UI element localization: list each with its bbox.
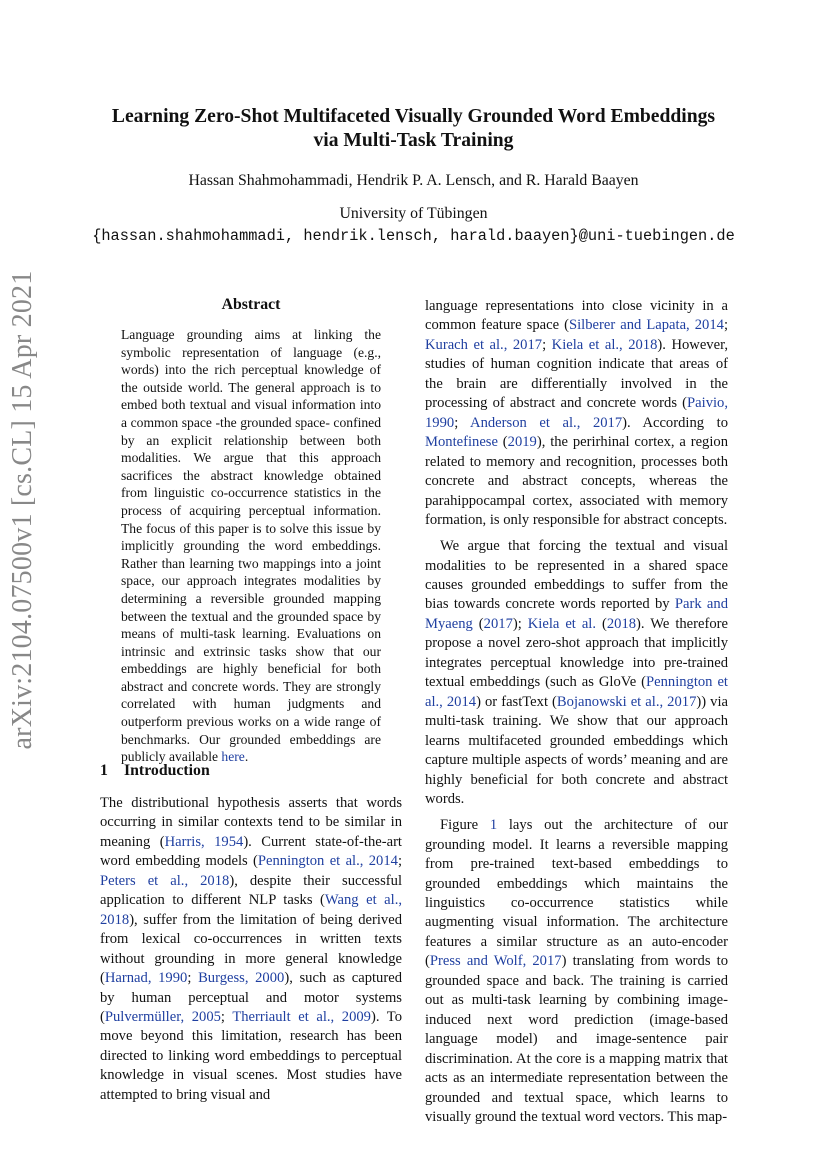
text-run: ). We therefore propose a novel zero-shot approach that implicitly integrates perceptual knowledge into pre-trained textual embeddings (such as GloVe ( — [425, 615, 728, 691]
text-run: ). According to — [622, 414, 728, 431]
citation-link[interactable]: Anderson et al., 2017 — [470, 414, 623, 431]
citation-link[interactable]: Silberer and Lapata, 2014 — [568, 317, 724, 334]
intro-paragraph-1 — [100, 794, 402, 1105]
right-paragraph-1 — [425, 297, 728, 530]
text-run: ), the perirhinal cortex, a region related to memory and recognition, processes both concrete and abstract concepts, whereas the parahippocampal cortex, associated with memory formation, is only responsible for abstract concepts. — [425, 434, 728, 528]
text-run: ). To move beyond this limitation, research has been directed to linking word embeddings to perceptual knowledge in visual scenes. Most studies have attempted to bring visual and — [100, 1008, 402, 1103]
text-run: Figure — [440, 817, 490, 834]
citation-link[interactable]: Pennington et al., 2014 — [425, 674, 728, 710]
abstract-heading: Abstract — [221, 296, 281, 313]
citation-link[interactable]: 2018 — [606, 615, 637, 632]
text-run: ), despite their successful application to different NLP tasks ( — [100, 872, 402, 909]
author-emails: {hassan.shahmohammadi, hendrik.lensch, harald.baayen}@uni-tuebingen.de — [92, 227, 735, 245]
citation-link[interactable]: Kurach et al., 2017 — [425, 336, 543, 353]
intro-column-left — [100, 794, 402, 1105]
abstract-link[interactable]: here — [221, 749, 245, 765]
citation-link[interactable]: Harnad, 1990 — [104, 970, 188, 987]
section-heading-introduction — [100, 762, 402, 780]
text-run: ) translating from words to grounded space and back. The training is carried out as multi-task learning by combining image-induced next word prediction (image-based language model) and image-sentence pair discrimination. At the core is a mapping matrix that acts as an intermediate representation between the grounded and textual space, which learns to visually ground the textual word vectors. This map- — [425, 953, 728, 1125]
text-run: ; — [454, 414, 471, 431]
arxiv-stamp: arXiv:2104.07500v1 [cs.CL] 15 Apr 2021 — [7, 270, 38, 750]
text-run: ; — [397, 853, 402, 870]
citation-link[interactable]: Bojanowski et al., 2017 — [556, 693, 697, 710]
text-run: ( — [472, 615, 484, 632]
section-title: Introduction — [124, 762, 210, 779]
right-paragraph-3 — [425, 816, 728, 1127]
text-run: The distributional hypothesis asserts that words occurring in similar contexts tend to be similar in meaning ( — [100, 795, 402, 850]
text-run: ; — [220, 1008, 233, 1025]
citation-link[interactable]: Park and Myaeng — [425, 596, 728, 632]
citation-link[interactable]: 2017 — [483, 615, 513, 632]
text-run: ). Current state-of-the-art word embedding models ( — [100, 833, 402, 870]
citation-link[interactable]: Press and Wolf, 2017 — [429, 953, 562, 970]
text-run: ; — [187, 970, 199, 987]
figure-reference-link[interactable]: 1 — [489, 817, 498, 834]
affiliation: University of Tübingen — [339, 205, 488, 222]
section-number: 1 — [100, 762, 108, 779]
citation-link[interactable]: Burgess, 2000 — [198, 970, 285, 987]
citation-link[interactable]: Pennington et al., 2014 — [257, 853, 398, 870]
text-run: lays out the architecture of our grounding model. It learns a reversible mapping from pre-trained text-based embeddings to grounded embeddings which maintains the linguistics co-occurrence statistics while augmenting visual information. The architecture features a similar structure as an auto-encoder ( — [425, 817, 728, 970]
abstract-text: Language grounding aims at linking the symbolic representation of language (e.g., words) into the rich perceptual knowledge of the outside world. The general approach is to embed both textual and visual information into a common space -the grounded space- confined by an explicit relationship between both modalities. We argue that this approach sacrifices the abstract knowledge obtained from linguistic co-occurrence statistics in the process of acquiring perceptual information. The focus of this paper is to solve this issue by implicitly grounding the word embeddings. Rather than learning two mappings into a joint space, our approach integrates modalities by determining a reversible grounded mapping between the textual and the grounded space by means of multi-task learning. Evaluations on intrinsic and extrinsic tasks show that our embeddings are highly beneficial for both abstract and concrete words. They are strongly correlated with human judgments and outperform previous works on a wide range of benchmarks. Our grounded embeddings are publicly available — [121, 327, 381, 765]
text-run: ( — [497, 434, 508, 451]
text-run: ), such as captured by human perceptual and motor systems ( — [100, 970, 402, 1025]
citation-link[interactable]: Kiela et al., 2018 — [551, 336, 658, 353]
text-run: ( — [596, 615, 607, 632]
text-run: We argue that forcing the textual and visual modalities to be represented in a shared space causes grounded embeddings to suffer from the bias towards concrete words reported by — [425, 538, 728, 613]
citation-link[interactable]: Wang et al., 2018 — [100, 892, 402, 928]
paper-title — [0, 105, 827, 153]
citation-link[interactable]: Pulvermüller, 2005 — [104, 1008, 221, 1025]
citation-link[interactable]: Montefinese — [425, 434, 498, 451]
text-run: ) or fastText ( — [476, 693, 557, 710]
citation-link[interactable]: Harris, 1954 — [164, 833, 244, 850]
title-line-2: via Multi-Task Training — [313, 130, 514, 151]
intro-column-right — [425, 297, 728, 1134]
citation-link[interactable]: Peters et al., 2018 — [100, 872, 230, 889]
text-run: ; — [542, 336, 552, 353]
right-paragraph-2 — [425, 537, 728, 809]
abstract-period: . — [244, 749, 249, 765]
text-run: ). However, studies of human cognition indicate that areas of the brain are differentially involved in the processing of abstract and concrete words ( — [425, 336, 728, 412]
abstract-body — [121, 326, 381, 766]
text-run: )) via multi-task training. We show that our approach learns multifaceted grounded embeddings which capture multiple aspects of words’ meaning and are highly beneficial for both concrete and abstract words. — [425, 693, 728, 808]
text-run: ; — [723, 317, 728, 334]
author-list: Hassan Shahmohammadi, Hendrik P. A. Lensch, and R. Harald Baayen — [188, 172, 639, 189]
citation-link[interactable]: Therriault et al., 2009 — [232, 1008, 371, 1025]
citation-link[interactable]: 2019 — [507, 434, 537, 451]
citation-link[interactable]: Kiela et al. — [527, 615, 597, 632]
citation-link[interactable]: Paivio, 1990 — [425, 395, 728, 431]
title-line-1: Learning Zero-Shot Multifaceted Visually Grounded Word Embeddings — [111, 106, 716, 127]
text-run: language representations into close vicinity in a common feature space ( — [425, 298, 728, 334]
text-run: ), suffer from the limitation of being derived from lexical co-occurrences in written texts without grounding in more general knowledge ( — [100, 911, 402, 987]
text-run: ); — [512, 615, 528, 632]
